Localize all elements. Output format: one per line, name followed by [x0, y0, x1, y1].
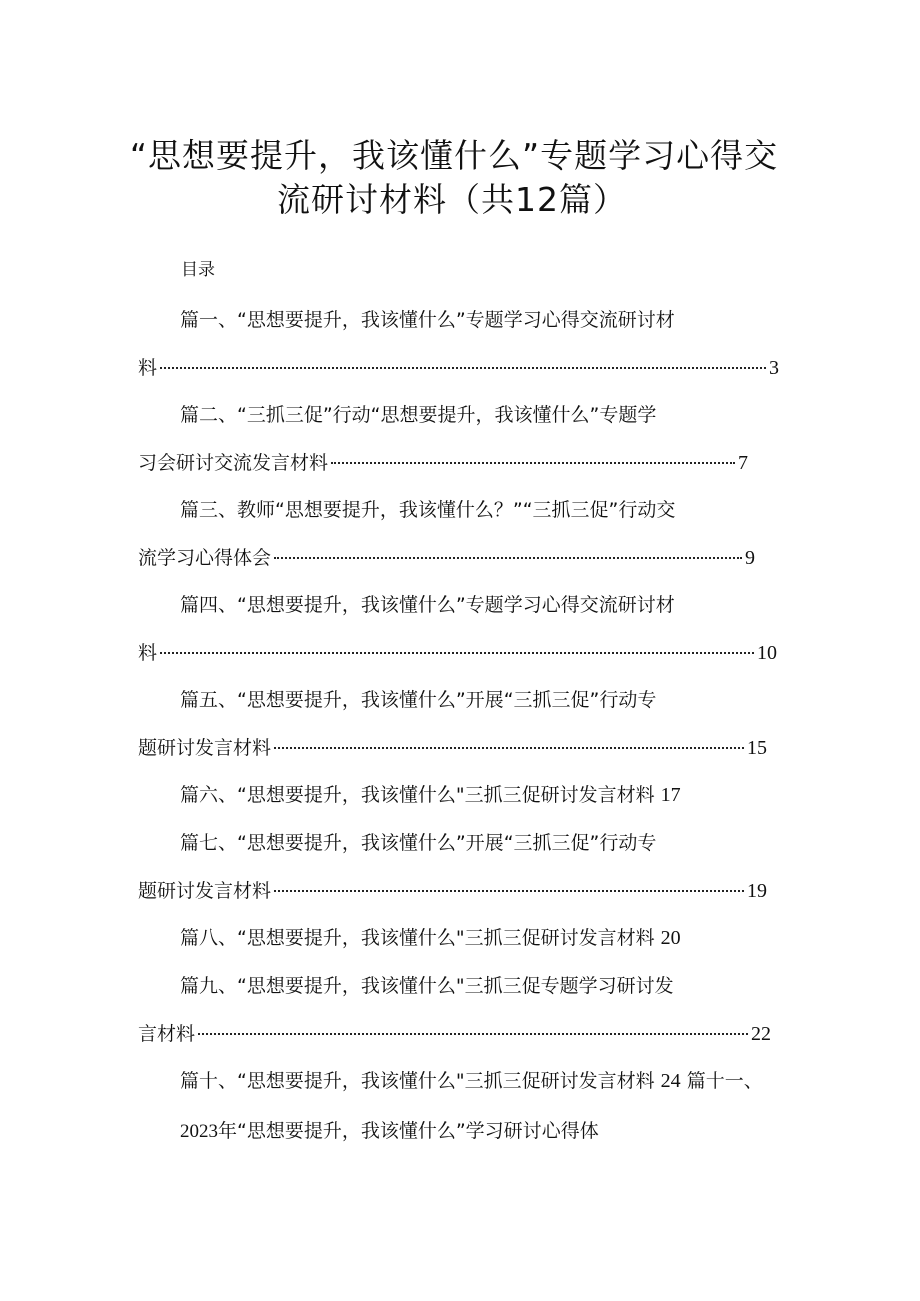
- toc-entry-2-line1[interactable]: 篇二、“三抓三促”行动“思想要提升，我该懂什么”专题学: [180, 404, 657, 426]
- toc-entry-10-page: 24: [660, 1070, 681, 1092]
- toc-entry-9-line1[interactable]: 篇九、“思想要提升，我该懂什么"三抓三促专题学习研讨发: [180, 975, 674, 997]
- toc-entry-1-line2[interactable]: [138, 354, 779, 382]
- document-title-line2: 流研讨材料（共12篇）: [277, 180, 627, 219]
- toc-leader: [160, 367, 766, 369]
- toc-entry-5-cont: 题研讨发言材料: [138, 737, 272, 759]
- toc-entry-6-page: 17: [660, 784, 681, 806]
- toc-entry-5-line1[interactable]: 篇五、“思想要提升，我该懂什么”开展“三抓三促”行动专: [180, 689, 657, 711]
- toc-entry-11-prefix: 篇十一、: [686, 1070, 763, 1092]
- toc-leader: [274, 890, 744, 892]
- toc-entry-11-text: 年“思想要提升，我该懂什么”学习研讨心得体: [218, 1120, 599, 1142]
- toc-entry-3-line2[interactable]: [138, 544, 755, 572]
- toc-leader: [274, 557, 742, 559]
- toc-entry-3-page: 9: [745, 547, 756, 569]
- toc-entry-9-cont: 言材料: [138, 1023, 196, 1045]
- toc-entry-4-page: 10: [757, 642, 778, 664]
- toc-entry-11-line2[interactable]: [180, 1117, 599, 1146]
- toc-entry-4-line2[interactable]: [138, 639, 777, 667]
- toc-entry-4-line1[interactable]: 篇四、“思想要提升，我该懂什么”专题学习心得交流研讨材: [180, 594, 675, 616]
- toc-entry-7-page: 19: [747, 880, 768, 902]
- toc-entry-3-line1[interactable]: 篇三、教师“思想要提升，我该懂什么？”“三抓三促”行动交: [180, 499, 676, 521]
- toc-entry-3-cont: 流学习心得体会: [138, 547, 272, 569]
- toc-entry-8-page: 20: [660, 927, 681, 949]
- toc-leader: [160, 652, 754, 654]
- toc-entry-9-line2[interactable]: [138, 1020, 771, 1048]
- toc-entry-1-line1[interactable]: 篇一、“思想要提升，我该懂什么”专题学习心得交流研讨材: [180, 309, 675, 331]
- toc-entry-7-cont: 题研讨发言材料: [138, 880, 272, 902]
- toc-leader: [198, 1033, 748, 1035]
- toc-entry-9-page: 22: [751, 1023, 772, 1045]
- toc-entry-7-line1[interactable]: 篇七、“思想要提升，我该懂什么”开展“三抓三促”行动专: [180, 832, 657, 854]
- toc-entry-1-page: 3: [769, 357, 780, 379]
- document-title-line1: “思想要提升，我该懂什么”专题学习心得交: [129, 136, 779, 175]
- toc-entry-5-line2[interactable]: [138, 734, 767, 762]
- toc-entry-2-page: 7: [738, 452, 749, 474]
- toc-leader: [274, 747, 744, 749]
- toc-entry-2-line2[interactable]: [138, 449, 748, 477]
- toc-entry-8[interactable]: [180, 924, 681, 952]
- toc-entry-6[interactable]: [180, 781, 681, 809]
- toc-entry-7-line2[interactable]: [138, 877, 767, 905]
- toc-heading: 目录: [181, 260, 215, 280]
- toc-entry-1-cont: 料: [138, 357, 158, 379]
- toc-entry-2-cont: 习会研讨交流发言材料: [138, 452, 329, 474]
- toc-entry-11-year: 2023: [180, 1121, 218, 1142]
- toc-entry-10[interactable]: [180, 1067, 763, 1095]
- toc-entry-4-cont: 料: [138, 642, 158, 664]
- toc-entry-6-text: 篇六、“思想要提升，我该懂什么"三抓三促研讨发言材料: [180, 784, 655, 806]
- toc-entry-8-text: 篇八、“思想要提升，我该懂什么"三抓三促研讨发言材料: [180, 927, 655, 949]
- toc-entry-5-page: 15: [747, 737, 768, 759]
- toc-entry-10-text: 篇十、“思想要提升，我该懂什么"三抓三促研讨发言材料: [180, 1070, 655, 1092]
- toc-leader: [331, 462, 735, 464]
